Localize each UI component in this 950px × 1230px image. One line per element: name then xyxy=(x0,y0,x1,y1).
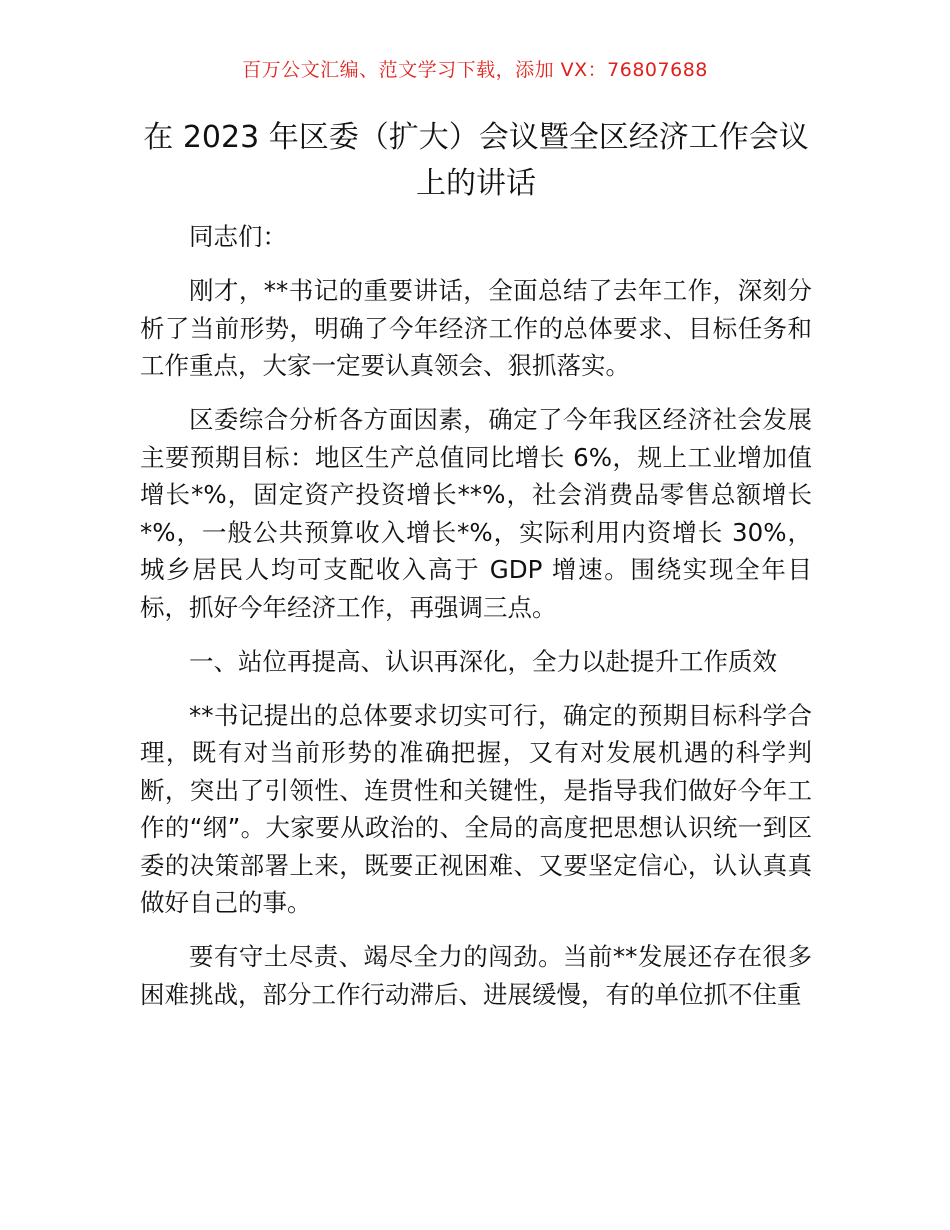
header-banner: 百万公文汇编、范文学习下载，添加 VX：76807688 xyxy=(242,59,708,81)
section-heading-one: 一、站位再提高、认识再深化，全力以赴提升工作质效 xyxy=(189,646,777,676)
paragraph-opening: 刚才，**书记的重要讲话，全面总结了去年工作，深刻分析了当前形势，明确了今年经济工作的总体要求、目标任务和工作重点，大家一定要认真领会、狠抓落实。 xyxy=(140,276,812,380)
salutation: 同志们： xyxy=(189,222,287,251)
paragraph-drive: 要有守土尽责、竭尽全力的闯劲。当前**发展还存在很多困难挑战，部分工作行动滞后、进展缓慢，有的单位抓不住重 xyxy=(140,942,812,1009)
document-body xyxy=(140,218,812,1030)
document-title: 在 2023 年区委（扩大）会议暨全区经济工作会议上的讲话 xyxy=(143,120,809,201)
paragraph-requirements: **书记提出的总体要求切实可行，确定的预期目标科学合理，既有对当前形势的准确把握，又有对发展机遇的科学判断，突出了引领性、连贯性和关键性，是指导我们做好今年工作的“纲”。大家要从政治的、全局的高度把思想认识统一到区委的决策部署上来，既要正视困难、又要坚定信心，认认真真做好自己的事。 xyxy=(140,700,812,917)
paragraph-targets: 区委综合分析各方面因素，确定了今年我区经济社会发展主要预期目标：地区生产总值同比增长 6%，规上工业增加值增长*%，固定资产投资增长**%，社会消费品零售总额增长*%，一般公共预算收入增长*%，实际利用内资增长 30%，城乡居民人均可支配收入高于 GDP 增速。围绕实现全年目标，抓好今年经济工作，再强调三点。 xyxy=(140,405,812,622)
